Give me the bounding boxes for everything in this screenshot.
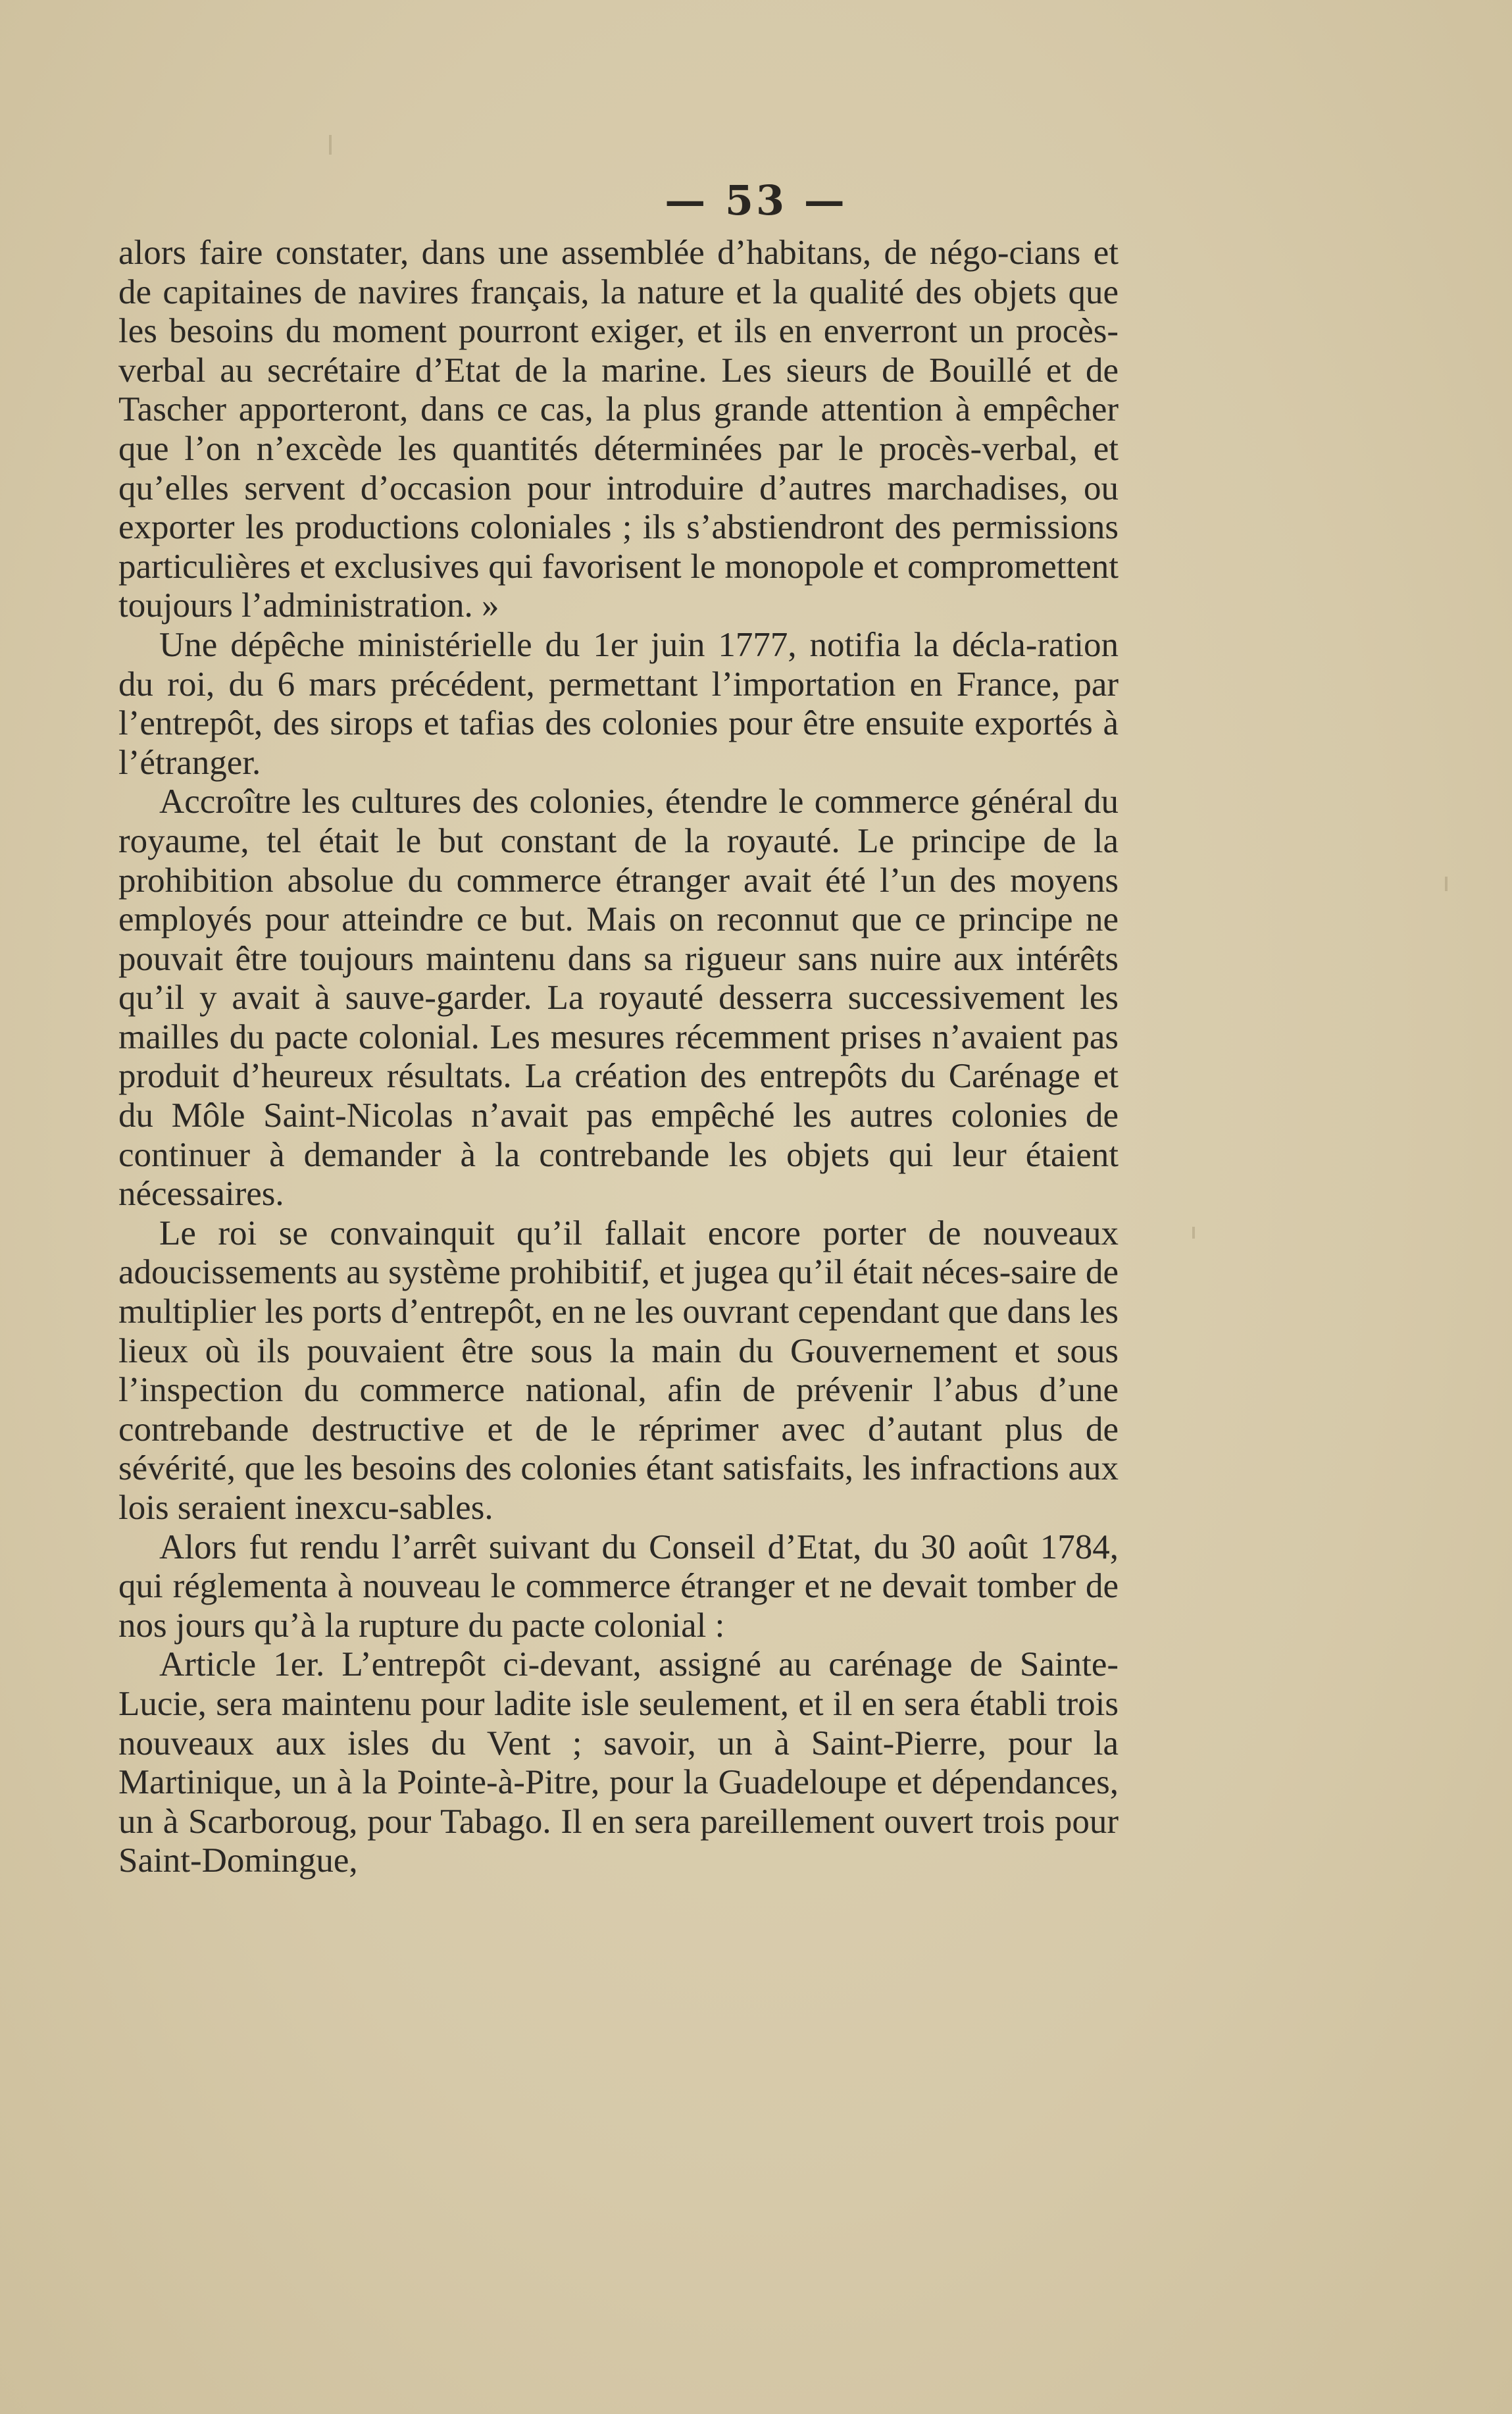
paper-blemish bbox=[1192, 1227, 1195, 1239]
paper-blemish bbox=[1445, 877, 1448, 891]
paragraph-2: Une dépêche ministérielle du 1er juin 1777, notifia la décla-ration du roi, du 6 mars précédent, permettant l’importation en France, par l’entrepôt, des sirops et tafias des colonies pour être ensuite exportés à l’étranger. bbox=[118, 625, 1119, 782]
paragraph-5: Alors fut rendu l’arrêt suivant du Conseil d’Etat, du 30 août 1784, qui réglementa à nouveau le commerce étranger et ne devait tomber de nos jours qu’à la rupture du pacte colonial : bbox=[118, 1528, 1119, 1645]
paragraph-1: alors faire constater, dans une assemblée d’habitans, de négo-cians et de capitaines de navires français, la nature et la qualité des objets que les besoins du moment pourront exiger, et ils en enverront un procès-verbal au secrétaire d’Etat de la marine. Les sieurs de Bouillé et de Tascher apporteront, dans ce cas, la plus grande attention à empêcher que l’on n’excède les quantités déterminées par le procès-verbal, et qu’elles servent d’occasion pour introduire d’autres marchadises, ou exporter les productions coloniales ; ils s’abstiendront des permissions particulières et exclusives qui favorisent le monopole et compromettent toujours l’administration. » bbox=[118, 234, 1119, 625]
paper-blemish bbox=[329, 135, 332, 155]
paragraph-6: Article 1er. L’entrepôt ci-devant, assigné au carénage de Sainte-Lucie, sera maintenu pour ladite isle seulement, et il en sera établi trois nouveaux aux isles du Vent ; savoir, un à Saint-Pierre, pour la Martinique, un à la Pointe-à-Pitre, pour la Guadeloupe et dépendances, un à Scarboroug, pour Tabago. Il en sera pareillement ouvert trois pour Saint-Domingue, bbox=[118, 1645, 1119, 1880]
paragraph-4: Le roi se convainquit qu’il fallait encore porter de nouveaux adoucissements au système prohibitif, et jugea qu’il était néces-saire de multiplier les ports d’entrepôt, en ne les ouvrant cependant que dans les lieux où ils pouvaient être sous la main du Gouvernement et sous l’inspection du commerce national, afin de prévenir l’abus d’une contrebande destructive et de le réprimer avec d’autant plus de sévérité, que les besoins des colonies étant satisfaits, les infractions aux lois seraient inexcu-sables. bbox=[118, 1214, 1119, 1527]
body-text bbox=[118, 234, 1119, 1881]
page-number: — 53 — bbox=[665, 176, 847, 224]
paragraph-3: Accroître les cultures des colonies, étendre le commerce général du royaume, tel était le but constant de la royauté. Le principe de la prohibition absolue du commerce étranger avait été l’un des moyens employés pour atteindre ce but. Mais on reconnut que ce principe ne pouvait être toujours maintenu dans sa rigueur sans nuire aux intérêts qu’il y avait à sauve-garder. La royauté desserra successivement les mailles du pacte colonial. Les mesures récemment prises n’avaient pas produit d’heureux résultats. La création des entrepôts du Carénage et du Môle Saint-Nicolas n’avait pas empêché les autres colonies de continuer à demander à la contrebande les objets qui leur étaient nécessaires. bbox=[118, 783, 1119, 1214]
